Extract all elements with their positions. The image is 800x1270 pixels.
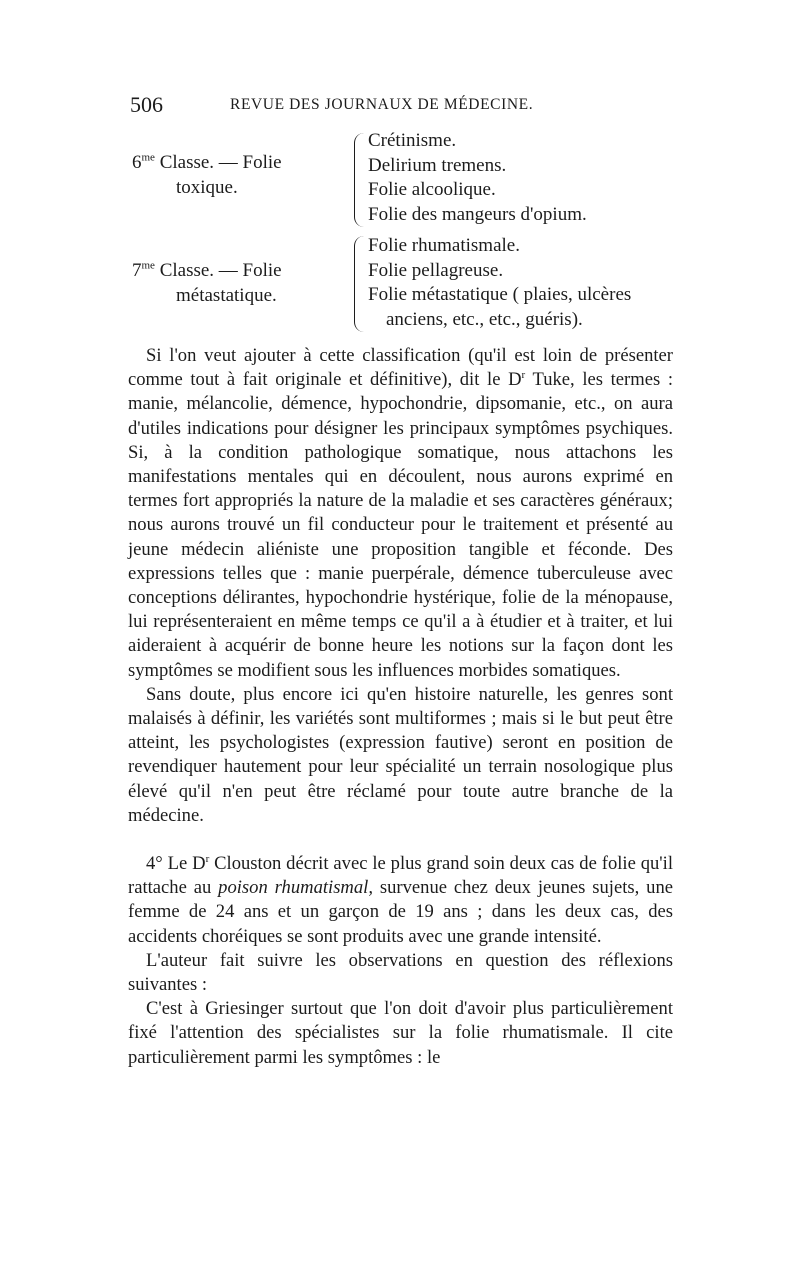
paragraph-5: C'est à Griesinger surtout que l'on doit d'avoir plus particulièrement fixé l'attention des spécialistes sur la folie rhumatismale. Il cite particulièrement parmi les symptômes : le (128, 998, 673, 1068)
class-7-item: anciens, etc., etc., guéris). (386, 308, 583, 330)
class-7-item: Folie pellagreuse. (368, 259, 504, 281)
class-6-item: Delirium tremens. (368, 154, 507, 176)
class-7-label-line2: métastatique. (176, 285, 277, 306)
class-6-ordinal: 6 (132, 152, 142, 173)
class-7-brace (354, 236, 364, 332)
class-6-brace (354, 133, 364, 227)
page-number: 506 (130, 92, 163, 117)
class-6-item: Folie des mangeurs d'opium. (368, 203, 587, 225)
page-header (130, 92, 690, 122)
class-7-item: Folie rhumatismale. (368, 235, 520, 256)
class-6-label-line2: toxique. (176, 177, 238, 198)
paragraph-3-text-c: survenue chez deux jeunes sujets, une femme de 24 ans et un garçon de 19 ans ; dans les deux cas, des accidents choréiques se sont produits avec une grande intensité. (128, 877, 673, 947)
class-6-item: Crétinisme. (368, 130, 457, 151)
paragraph-3-text-a: 4° Le D (146, 853, 206, 875)
class-6-label-line1: Classe. — Folie (159, 152, 282, 173)
class-7-ordinal-sup: me (141, 259, 155, 272)
class-6-list (368, 129, 587, 227)
paragraph-3 (128, 852, 673, 949)
class-6-ordinal-sup: me (141, 151, 155, 164)
paragraph-1-text-a: Si l'on veut ajouter à cette classification (qu'il est loin de présenter comme tout à fait originale et définitive), dit le D (128, 345, 673, 391)
paragraph-4: L'auteur fait suivre les observations en question des réflexions suivantes : (128, 949, 673, 996)
class-7-label-line1: Classe. — Folie (159, 260, 282, 281)
class-7-item: Folie métastatique ( plaies, ulcères (368, 284, 632, 305)
body-text (128, 344, 673, 1070)
class-7-list (368, 234, 631, 332)
paragraph-2: Sans doute, plus encore ici qu'en histoire naturelle, les genres sont malaisés à définir, les variétés sont multiformes ; mais si le but peut être atteint, les psychologistes (expression fautive) seront en position de revendiquer hautement pour leur spécialité un terrain nosologique plus élevé qu'il n'en peut être réclamé pour toute autre branche de la médecine. (128, 683, 673, 826)
class-6-label (132, 150, 282, 200)
class-7-ordinal: 7 (132, 260, 142, 281)
paragraph-3-sup: r (205, 852, 210, 865)
running-title: REVUE DES JOURNAUX DE MÉDECINE. (230, 96, 534, 113)
paragraph-1-text-b: Tuke, les termes : manie, mélancolie, démence, hypochondrie, dipsomanie, etc., on aura d'utiles indications pour désigner les principaux symptômes psychiques. Si, à la condition pathologique somatique, nous attachons les manifestations mentales qui en découlent, nous aurons exprimé en termes fort appropriés la nature de la maladie et ses caractères généraux; nous aurons trouvé un fil conducteur pour le traitement et présenté au jeune médecin aliéniste une proposition tangible et féconde. Des expressions telles que : manie puerpérale, démence tuberculeuse avec conceptions délirantes, hypochondrie hystérique, folie de la ménopause, lui représenteraient en même temps ce qu'il a à étudier et à traiter, et lui aideraient à acquérir de bonne heure les notions sur la façon dont les symptômes se modifient sous les influences morbides somatiques. (128, 369, 673, 681)
class-6-item: Folie alcoolique. (368, 179, 496, 200)
paragraph-1 (128, 344, 673, 683)
paragraph-3-text-b: Clouston décrit avec le plus grand soin deux cas de folie qu'il rattache au (128, 853, 673, 899)
class-7-label (132, 258, 282, 308)
paragraph-3-emphasis: poison rhumatismal, (218, 877, 373, 899)
paragraph-1-sup: r (521, 369, 526, 382)
